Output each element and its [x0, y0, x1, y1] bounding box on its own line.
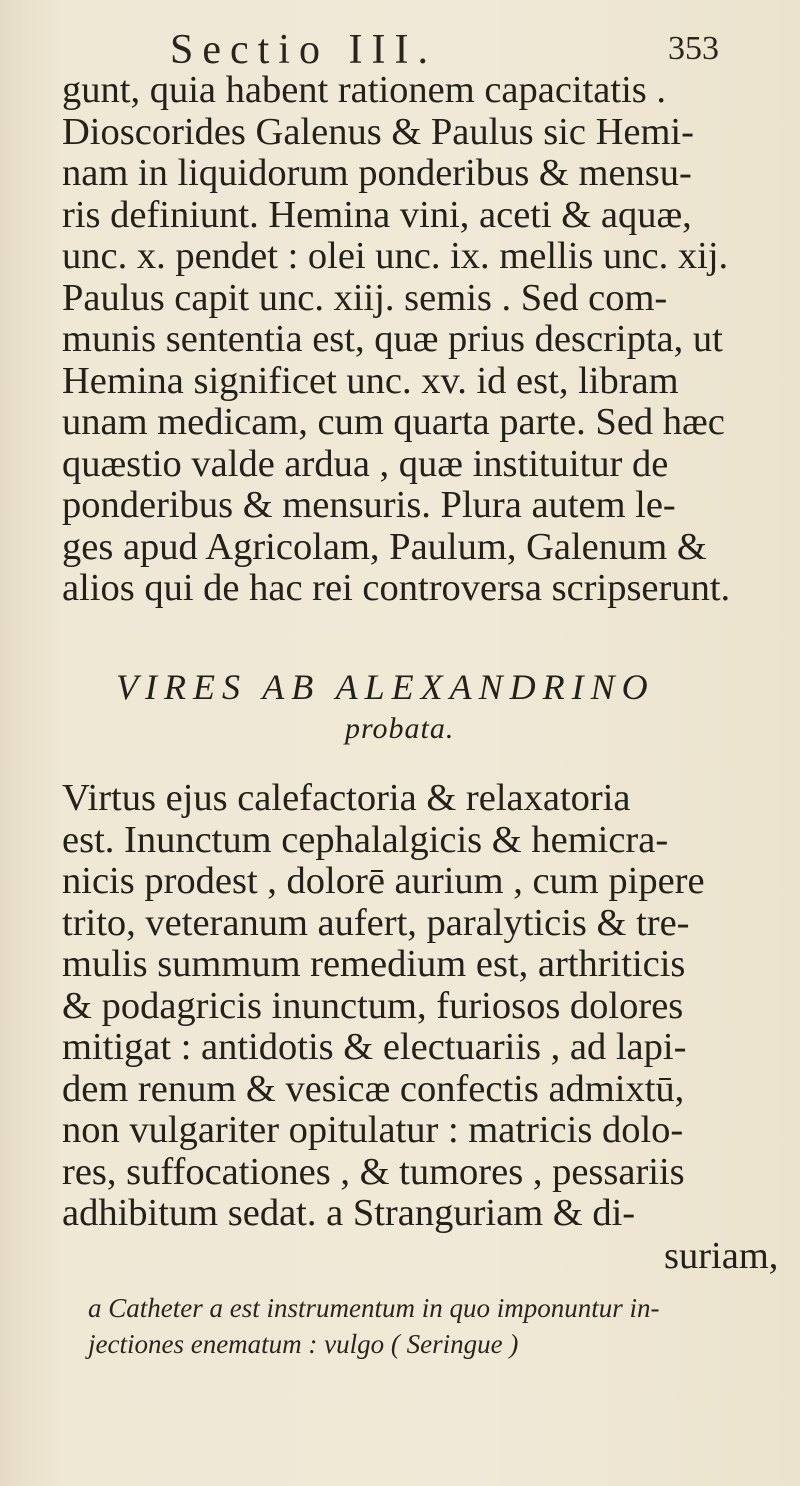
text-line: munis sententia est, quæ prius descripta, ut — [62, 318, 723, 360]
text-line: Virtus ejus calefactoria & relaxatoria — [62, 777, 631, 819]
text-line: mitigat : antidotis & electuariis , ad lapi- — [62, 1026, 687, 1068]
text-line: unam medicam, cum quarta parte. Sed hæc — [62, 401, 725, 443]
catchword: suriam, — [664, 1235, 779, 1277]
footnote-line: jectiones enematum : vulgo ( Seringue ) — [88, 1329, 519, 1359]
text-line: Hemina significet unc. xv. id est, libram — [62, 359, 679, 402]
section-subheading: probata. — [345, 712, 455, 745]
text-line: ris definiunt. Hemina vini, aceti & aquæ, — [62, 193, 692, 236]
text-line: mulis summum remedium est, arthriticis — [62, 943, 686, 985]
text-line: & podagricis inunctum, furiosos dolores — [62, 984, 684, 1027]
text-line: Paulus capit unc. xiij. semis . Sed com- — [62, 276, 668, 319]
running-head: Sectio III. — [170, 27, 437, 73]
paragraph-vires — [62, 778, 762, 1235]
text-line: nam in liquidorum ponderibus & mensu- — [62, 152, 692, 194]
text-line: gunt, quia habent rationem capacitatis . — [62, 69, 667, 111]
footnote-line: a Catheter a est instrumentum in quo imponuntur in- — [88, 1293, 660, 1323]
text-line: alios qui de hac rei controversa scripserunt. — [62, 567, 731, 609]
text-line: nicis prodest , dolorē aurium , cum pipere — [62, 860, 705, 902]
text-line: quæstio valde ardua , quæ instituitur de — [62, 442, 669, 485]
text-line: non vulgariter opitulatur : matricis dolo- — [62, 1109, 684, 1151]
text-line: ges apud Agricolam, Paulum, Galenum & — [62, 525, 707, 568]
footnote — [88, 1290, 768, 1362]
text-line: Dioscorides Galenus & Paulus sic Hemi- — [62, 110, 694, 153]
text-line: res, suffocationes , & tumores , pessariis — [62, 1150, 685, 1193]
page-number: 353 — [668, 30, 719, 67]
section-heading: VIRES AB ALEXANDRINO — [116, 667, 655, 707]
text-line: trito, veteranum aufert, paralyticis & tre- — [62, 901, 690, 944]
paragraph-hemina — [62, 70, 762, 610]
text-line: adhibitum sedat. a Stranguriam & di- — [62, 1192, 636, 1234]
text-line: unc. x. pendet : olei unc. ix. mellis unc. xij. — [62, 235, 729, 277]
text-line: ponderibus & mensuris. Plura autem le- — [62, 484, 676, 526]
text-line: dem renum & vesicæ confectis admixtū, — [62, 1067, 685, 1110]
text-line: est. Inunctum cephalalgicis & hemicra- — [62, 818, 669, 861]
